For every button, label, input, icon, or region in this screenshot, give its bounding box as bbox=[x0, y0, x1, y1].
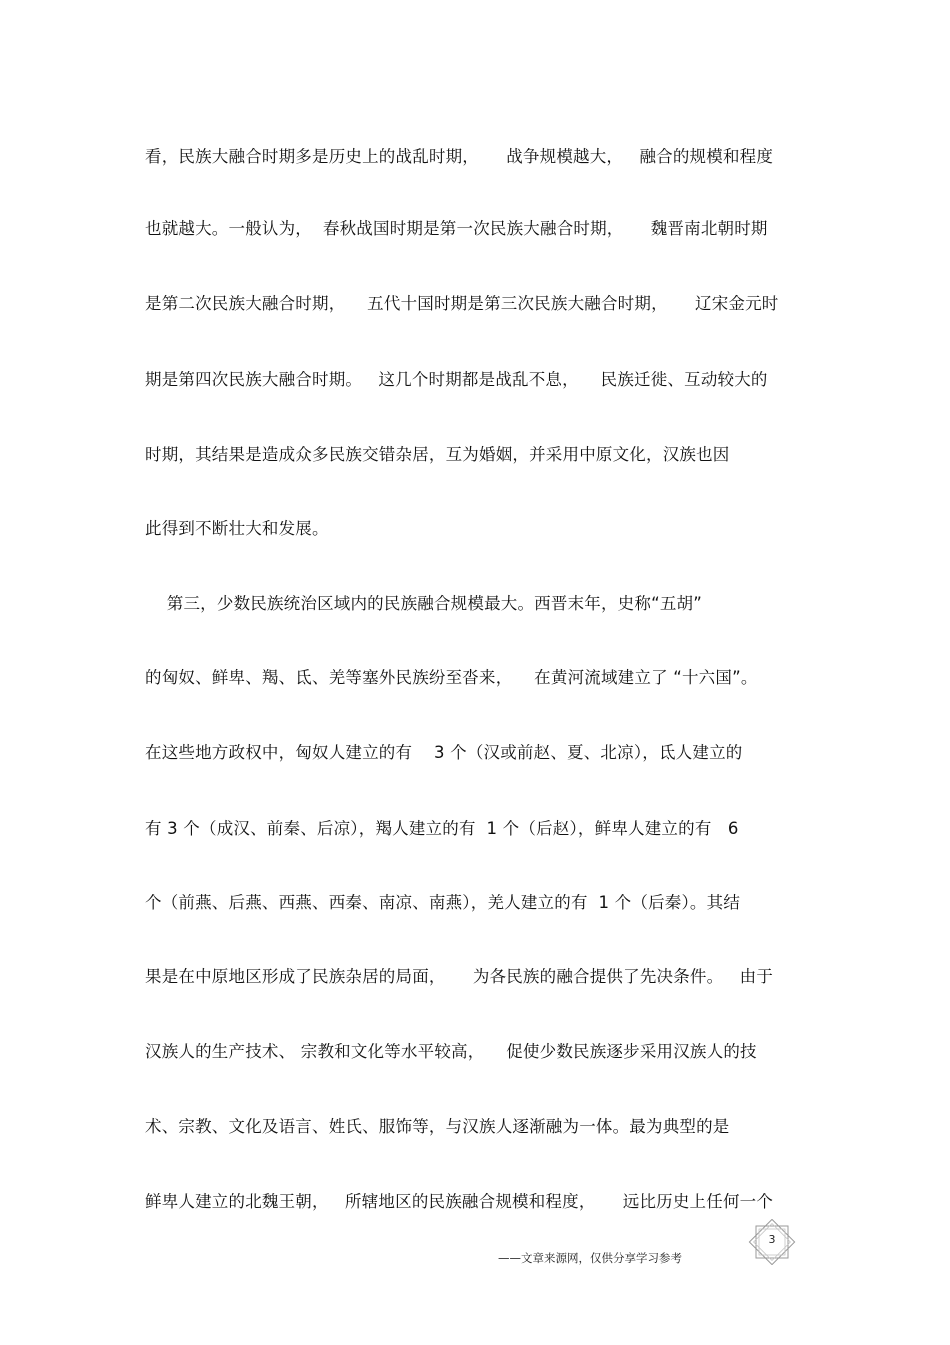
page-number-badge bbox=[747, 1219, 797, 1265]
text-line-4: 期是第四次民族大融合时期。 这几个时期都是战乱不息， 民族迁徙、互动较大的 bbox=[145, 370, 768, 389]
text-line-6: 此得到不断壮大和发展。 bbox=[145, 519, 329, 538]
text-line-8: 的匈奴、鲜卑、羯、氐、羌等塞外民族纷至沓来， 在黄河流域建立了 “十六国”。 bbox=[145, 668, 758, 687]
text-line-13: 汉族人的生产技术、 宗教和文化等水平较高， 促使少数民族逐步采用汉族人的技 bbox=[145, 1042, 757, 1061]
text-line-5: 时期，其结果是造成众多民族交错杂居，互为婚姻，并采用中原文化，汉族也因 bbox=[145, 445, 730, 464]
text-line-7: 第三，少数民族统治区域内的民族融合规模最大。西晋末年，史称“五胡” bbox=[145, 594, 702, 613]
text-line-3: 是第二次民族大融合时期， 五代十国时期是第三次民族大融合时期， 辽宋金元时 bbox=[145, 294, 779, 313]
text-line-10: 有 3 个（成汉、前秦、后凉），羯人建立的有 1 个（后赵），鲜卑人建立的有 6 bbox=[145, 819, 739, 838]
text-line-9: 在这些地方政权中，匈奴人建立的有 3 个（汉或前赵、夏、北凉），氐人建立的 bbox=[145, 743, 743, 762]
text-line-15: 鲜卑人建立的北魏王朝， 所辖地区的民族融合规模和程度， 远比历史上任何一个 bbox=[145, 1192, 774, 1211]
text-line-12: 果是在中原地区形成了民族杂居的局面， 为各民族的融合提供了先决条件。 由于 bbox=[145, 967, 774, 986]
page-number: 3 bbox=[768, 1233, 776, 1246]
text-line-14: 术、宗教、文化及语言、姓氏、服饰等，与汉族人逐渐融为一体。最为典型的是 bbox=[145, 1117, 730, 1136]
source-note: ——文章来源网，仅供分享学习参考 bbox=[498, 1251, 682, 1265]
text-line-1: 看，民族大融合时期多是历史上的战乱时期， 战争规模越大， 融合的规模和程度 bbox=[145, 147, 774, 166]
text-line-2: 也就越大。一般认为， 春秋战国时期是第一次民族大融合时期， 魏晋南北朝时期 bbox=[145, 219, 768, 238]
text-line-11: 个（前燕、后燕、西燕、西秦、南凉、南燕），羌人建立的有 1 个（后秦）。其结 bbox=[145, 893, 741, 912]
